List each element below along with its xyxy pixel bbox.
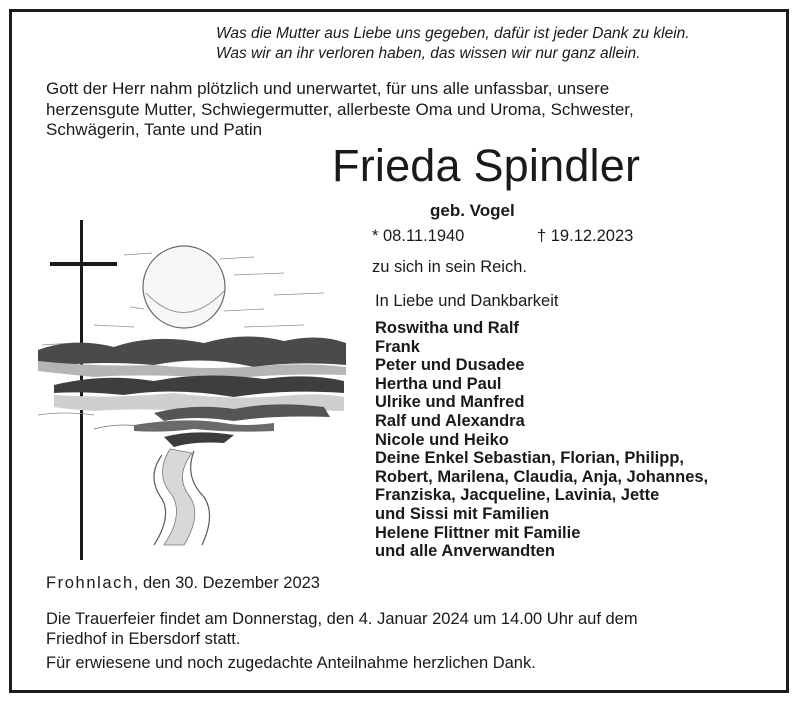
mourner-line: Frank (375, 337, 420, 356)
intro-text (46, 79, 746, 141)
mourner-line: Robert, Marilena, Claudia, Anja, Johannes, (375, 467, 709, 486)
place-date (46, 573, 320, 593)
motto-verse (216, 24, 690, 64)
place-town: Frohnlach (46, 574, 134, 592)
mourners-list (375, 319, 708, 561)
motto-line: Was die Mutter aus Liebe uns gegeben, dafür ist jeder Dank zu klein. (216, 25, 690, 42)
gratitude-intro: In Liebe und Dankbarkeit (375, 292, 559, 310)
intro-line: herzensgute Mutter, Schwiegermutter, allerbeste Oma und Uroma, Schwester, (46, 99, 634, 119)
place-date-text: , den 30. Dezember 2023 (133, 574, 320, 592)
mourner-line: Deine Enkel Sebastian, Florian, Philipp, (375, 449, 684, 468)
mourner-line: Franziska, Jacqueline, Lavinia, Jette (375, 486, 660, 505)
reich-text: zu sich in sein Reich. (372, 258, 527, 276)
landscape-icon (38, 336, 346, 545)
funeral-line: Friedhof in Ebersdorf statt. (46, 629, 241, 648)
maiden-name: geb. Vogel (430, 201, 515, 220)
funeral-info (46, 610, 746, 649)
mourner-line: Ralf und Alexandra (375, 411, 525, 430)
mourner-line: Nicole und Heiko (375, 430, 509, 449)
birth-date: * 08.11.1940 (372, 227, 465, 245)
mourner-line: und Sissi mit Familien (375, 504, 550, 523)
mourner-line: Hertha und Paul (375, 374, 502, 393)
mourner-line: Roswitha und Ralf (375, 319, 519, 337)
intro-line: Schwägerin, Tante und Patin (46, 120, 263, 139)
mourner-line: Helene Flittner mit Familie (375, 523, 581, 542)
sun-icon (143, 246, 225, 328)
intro-line: Gott der Herr nahm plötzlich und unerwartet, für uns alle unfassbar, unsere (46, 79, 610, 98)
motto-line: Was wir an ihr verloren haben, das wissen wir nur ganz allein. (216, 45, 641, 62)
thanks-text: Für erwiesene und noch zugedachte Anteilnahme herzlichen Dank. (46, 654, 536, 672)
mourner-line: Ulrike und Manfred (375, 393, 525, 412)
deceased-name: Frieda Spindler (332, 140, 641, 191)
funeral-line: Die Trauerfeier findet am Donnerstag, den 4. Januar 2024 um 14.00 Uhr auf dem (46, 610, 638, 628)
mourner-line: und alle Anverwandten (375, 542, 556, 561)
mourner-line: Peter und Dusadee (375, 356, 525, 375)
death-date: † 19.12.2023 (537, 227, 634, 245)
cross-and-sun-landscape-icon (34, 215, 352, 565)
